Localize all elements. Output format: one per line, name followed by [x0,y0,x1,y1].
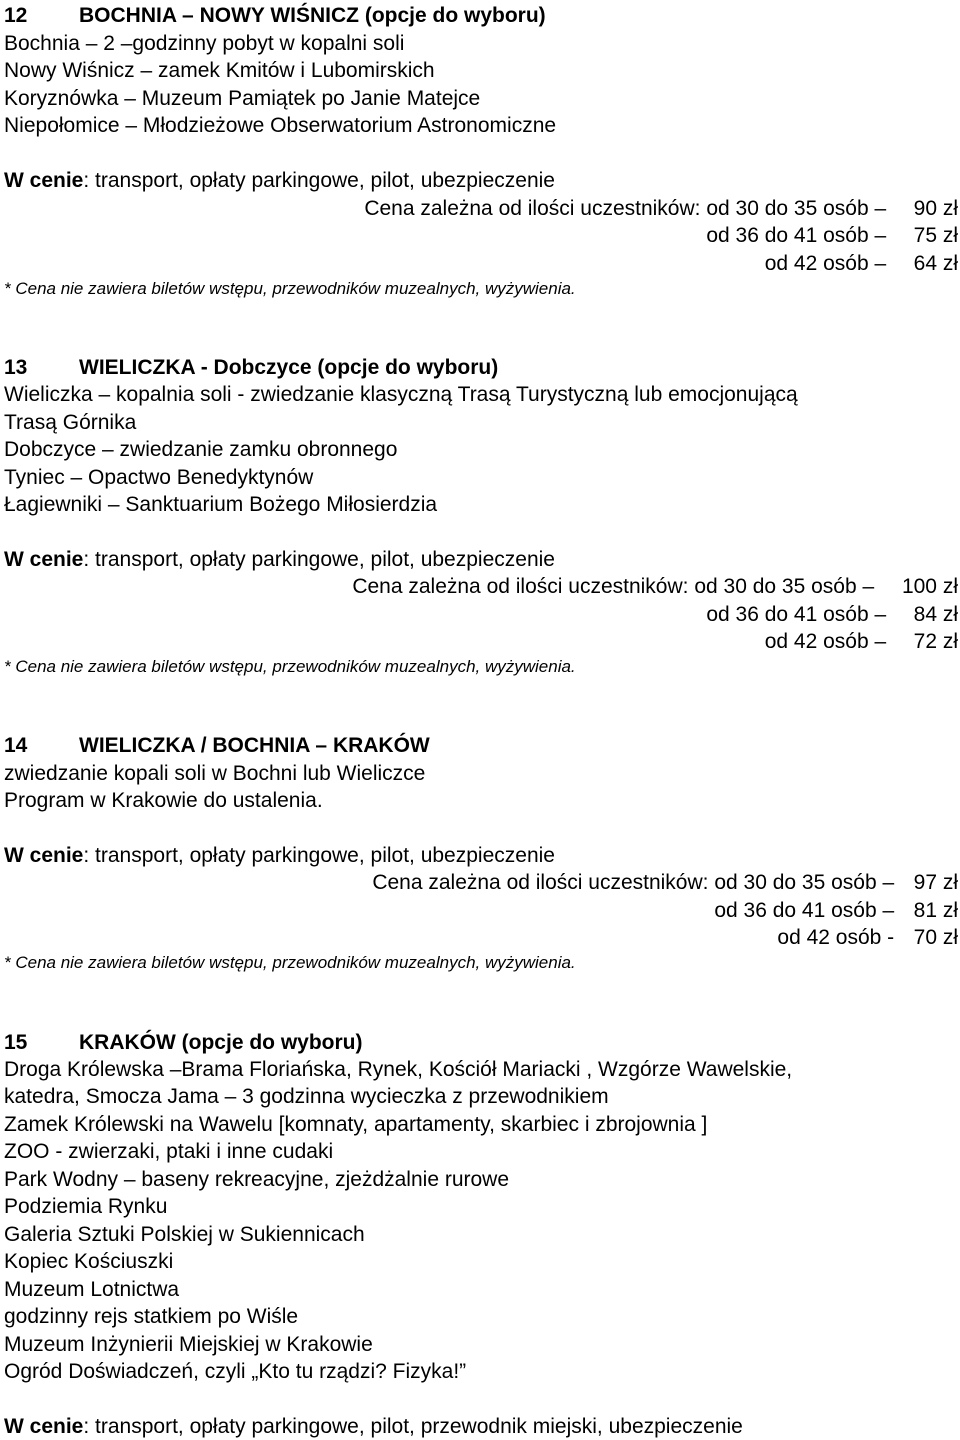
price-range: od 42 osób [764,630,869,653]
price-separator: – [868,224,892,247]
section-14-price-row [777,924,958,951]
section-title: WIELICZKA / BOCHNIA – KRAKÓW [79,734,430,757]
section-14-includes [4,842,555,869]
price-separator: - [881,926,900,949]
includes-label: W cenie [4,1415,84,1438]
section-title: KRAKÓW (opcje do wyboru) [79,1031,363,1054]
section-15-heading [4,1029,362,1056]
section-15-includes [4,1413,743,1440]
section-number: 12 [4,4,28,27]
section-number: 13 [4,356,28,379]
price-amount: 70 zł [913,926,958,949]
section-14-heading [4,732,430,759]
price-amount: 81 zł [913,899,958,922]
section-12-line: Nowy Wiśnicz – zamek Kmitów i Lubomirskich [4,59,435,82]
price-range: od 36 do 41 osób [706,224,869,247]
price-separator: – [876,899,900,922]
section-13-note: * Cena nie zawiera biletów wstępu, przewodników muzealnych, wyżywienia. [4,657,576,676]
price-range: od 30 do 35 osób [714,871,877,894]
section-number: 14 [4,734,28,757]
price-amount: 97 zł [913,871,958,894]
section-12-heading [4,2,546,29]
section-15-line: ZOO - zwierzaki, ptaki i inne cudaki [4,1140,334,1163]
price-range: od 42 osób [764,252,869,275]
section-13-line: Łagiewniki – Sanktuarium Bożego Miłosierdzia [4,493,438,516]
section-13-price-row [765,628,958,655]
price-amount: 90 zł [913,197,958,220]
section-14-price-row [714,897,958,924]
price-separator: – [856,575,880,598]
price-separator: – [868,252,892,275]
price-amount: 75 zł [913,224,958,247]
section-14-price-row [372,869,958,896]
section-13-line: Trasą Górnika [4,411,137,434]
section-15-line: Muzeum Inżynierii Miejskiej w Krakowie [4,1333,373,1356]
includes-label: W cenie [4,169,84,192]
section-14-note: * Cena nie zawiera biletów wstępu, przewodników muzealnych, wyżywienia. [4,953,576,972]
section-12-line: Bochnia – 2 –godzinny pobyt w kopalni soli [4,32,405,55]
includes-label: W cenie [4,844,84,867]
section-13-line: Tyniec – Opactwo Benedyktynów [4,466,314,489]
price-separator: – [868,197,892,220]
includes-text: : transport, opłaty parkingowe, pilot, przewodnik miejski, ubezpieczenie [83,1415,743,1438]
includes-label: W cenie [4,548,84,571]
price-separator: – [876,871,900,894]
section-title: WIELICZKA - Dobczyce (opcje do wyboru) [79,356,499,379]
section-13-includes [4,546,555,573]
section-15-line: Kopiec Kościuszki [4,1250,174,1273]
section-12-price-row [765,250,958,277]
section-15-line: Droga Królewska –Brama Floriańska, Rynek, Kościół Mariacki , Wzgórze Wawelskie, [4,1058,793,1081]
section-15-line: Podziemia Rynku [4,1195,168,1218]
section-title: BOCHNIA – NOWY WIŚNICZ (opcje do wyboru) [79,4,546,27]
section-12-price-row [706,222,958,249]
price-amount: 64 zł [913,252,958,275]
section-12-note: * Cena nie zawiera biletów wstępu, przewodników muzealnych, wyżywienia. [4,279,576,298]
section-12-line: Koryznówka – Muzeum Pamiątek po Janie Matejce [4,87,481,110]
section-15-line: Park Wodny – baseny rekreacyjne, zjeżdżalnie rurowe [4,1168,510,1191]
section-12-line: Niepołomice – Młodzieżowe Obserwatorium Astronomiczne [4,114,557,137]
includes-text: : transport, opłaty parkingowe, pilot, ubezpieczenie [83,844,555,867]
price-intro: Cena zależna od ilości uczestników: [352,575,695,598]
section-15-line: katedra, Smocza Jama – 3 godzinna wycieczka z przewodnikiem [4,1085,609,1108]
section-15-line: Ogród Doświadczeń, czyli „Kto tu rządzi? Fizyka!” [4,1360,467,1383]
section-15-line: Galeria Sztuki Polskiej w Sukiennicach [4,1223,365,1246]
section-13-line: Dobczyce – zwiedzanie zamku obronnego [4,438,398,461]
price-range: od 30 do 35 osób [706,197,869,220]
price-range: od 30 do 35 osób [694,575,857,598]
section-13-line: Wieliczka – kopalnia soli - zwiedzanie klasyczną Trasą Turystyczną lub emocjonującą [4,383,798,406]
section-12-price-row [364,195,958,222]
price-range: od 42 osób [777,926,882,949]
price-separator: – [868,630,892,653]
section-15-line: Muzeum Lotnictwa [4,1278,180,1301]
price-amount: 100 zł [901,575,958,598]
section-15-line: godzinny rejs statkiem po Wiśle [4,1305,299,1328]
section-12-includes [4,167,555,194]
price-separator: – [868,603,892,626]
section-13-heading [4,354,498,381]
price-range: od 36 do 41 osób [714,899,877,922]
price-intro: Cena zależna od ilości uczestników: [372,871,715,894]
price-amount: 72 zł [913,630,958,653]
section-13-price-row [706,601,958,628]
price-intro: Cena zależna od ilości uczestników: [364,197,707,220]
section-14-line: zwiedzanie kopali soli w Bochni lub Wieliczce [4,762,426,785]
price-range: od 36 do 41 osób [706,603,869,626]
includes-text: : transport, opłaty parkingowe, pilot, ubezpieczenie [83,169,555,192]
section-15-line: Zamek Królewski na Wawelu [komnaty, apartamenty, skarbiec i zbrojownia ] [4,1113,708,1136]
price-amount: 84 zł [913,603,958,626]
section-13-price-row [352,573,958,600]
includes-text: : transport, opłaty parkingowe, pilot, ubezpieczenie [83,548,555,571]
section-14-line: Program w Krakowie do ustalenia. [4,789,323,812]
section-number: 15 [4,1031,28,1054]
